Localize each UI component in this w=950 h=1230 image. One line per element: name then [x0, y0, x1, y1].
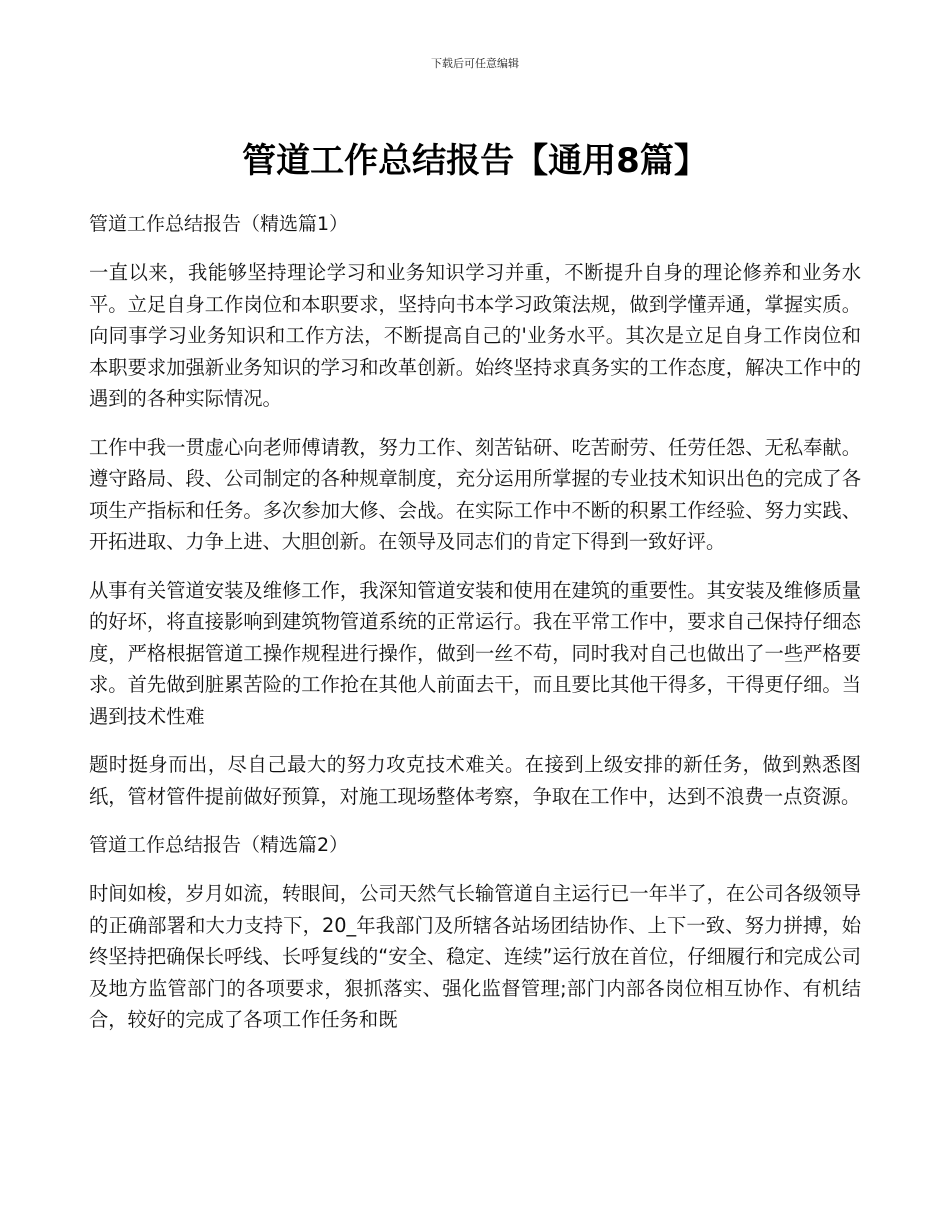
paragraph: 一直以来，我能够坚持理论学习和业务知识学习并重，不断提升自身的理论修养和业务水平。立足自身工作岗位和本职要求，坚持向书本学习政策法规，做到学懂弄通，掌握实质。向同事学习业务知识和工作方法，不断提高自己的'业务水平。其次是立足自身工作岗位和本职要求加强新业务知识的学习和改革创新。始终坚持求真务实的工作态度，解决工作中的遇到的各种实际情况。 — [89, 261, 861, 410]
document-body — [89, 208, 861, 1053]
document-title: 管道工作总结报告【通用8篇】 — [242, 141, 708, 181]
section-heading: 管道工作总结报告（精选篇2） — [89, 834, 349, 856]
paragraph: 从事有关管道安装及维修工作，我深知管道安装和使用在建筑的重要性。其安装及维修质量的好坏，将直接影响到建筑物管道系统的正常运行。我在平常工作中，要求自己保持仔细态度，严格根据管道工操作规程进行操作，做到一丝不苟，同时我对自己也做出了一些严格要求。首先做到脏累苦险的工作抢在其他人前面去干，而且要比其他干得多，干得更仔细。当遇到技术性难 — [89, 578, 861, 728]
section-heading: 管道工作总结报告（精选篇1） — [89, 213, 349, 235]
paragraph: 题时挺身而出，尽自己最大的努力攻克技术难关。在接到上级安排的新任务，做到熟悉图纸，管材管件提前做好预算，对施工现场整体考察，争取在工作中，达到不浪费一点资源。 — [89, 753, 861, 808]
paragraph: 工作中我一贯虚心向老师傅请教，努力工作、刻苦钻研、吃苦耐劳、任劳任怨、无私奉献。遵守路局、段、公司制定的各种规章制度，充分运用所掌握的专业技术知识出色的完成了各项生产指标和任务。多次参加大修、会战。在实际工作中不断的积累工作经验、努力实践、开拓进取、力争上进、大胆创新。在领导及同志们的肯定下得到一致好评。 — [89, 435, 861, 553]
section-2 — [89, 829, 861, 1036]
header-note: 下载后可任意编辑 — [431, 57, 519, 70]
section-1 — [89, 208, 861, 812]
paragraph: 时间如梭，岁月如流，转眼间，公司天然气长输管道自主运行已一年半了，在公司各级领导的正确部署和大力支持下，20_年我部门及所辖各站场团结协作、上下一致、努力拼搏，始终坚持把确保长呼线、长呼复线的“安全、稳定、连续”运行放在首位，仔细履行和完成公司及地方监管部门的各项要求，狠抓落实、强化监督管理;部门内部各岗位相互协作、有机结合，较好的完成了各项工作任务和既 — [89, 882, 861, 1031]
